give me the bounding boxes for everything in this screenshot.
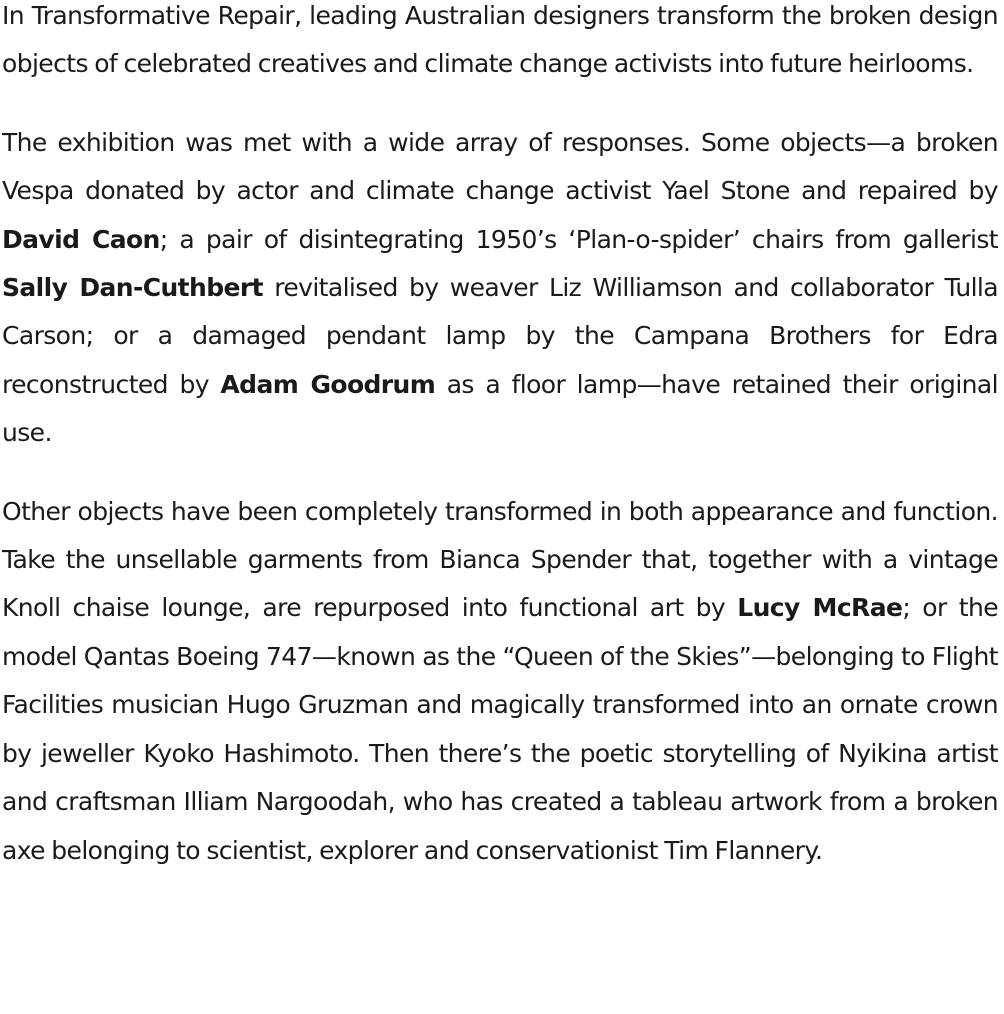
text-segment: as a floor lamp—have retained their original use.	[2, 369, 998, 448]
text-segment: Other objects have been completely transformed in both appearance and function. Take the unsellable garments from Bianca Spender that, together with a vintage Knoll chaise lounge, are repurposed into functional art by	[2, 496, 998, 623]
designer-name-adam-goodrum: Adam Goodrum	[220, 369, 436, 399]
designer-name-lucy-mcrae: Lucy McRae	[737, 593, 903, 623]
paragraph-transformed	[2, 488, 998, 875]
gallerist-name-sally-dan-cuthbert: Sally Dan-Cuthbert	[2, 273, 263, 303]
text-segment: revitalised by weaver Liz Williamson and collaborator Tulla Carson; or a damaged pendant lamp by the Campana Brothers for Edra reconstructed by	[2, 273, 998, 399]
text-segment: ; or the model Qantas Boeing 747—known as the “Queen of the Skies”—belonging to Flight Facilities musician Hugo Gruzman and magically transformed into an ornate crown by jeweller Kyoko Hashimoto. Then there’s the poetic storytelling of Nyikina artist and craftsman Illiam Nargoodah, who has created a tableau artwork from a broken axe belonging to scientist, explorer and conservationist Tim Flannery.	[2, 593, 999, 865]
text-segment: ; a pair of disintegrating 1950’s ‘Plan-o-spider’ chairs from gallerist	[159, 224, 999, 254]
paragraph-responses	[2, 119, 998, 458]
text-segment: The exhibition was met with a wide array of responses. Some objects—a broken Vespa donated by actor and climate change activist Yael Stone and repaired by	[2, 127, 998, 206]
paragraph-intro: In Transformative Repair, leading Australian designers transform the broken design objects of celebrated creatives and climate change activists into future heirlooms.	[2, 1, 998, 79]
designer-name-david-caon: David Caon	[2, 224, 160, 254]
